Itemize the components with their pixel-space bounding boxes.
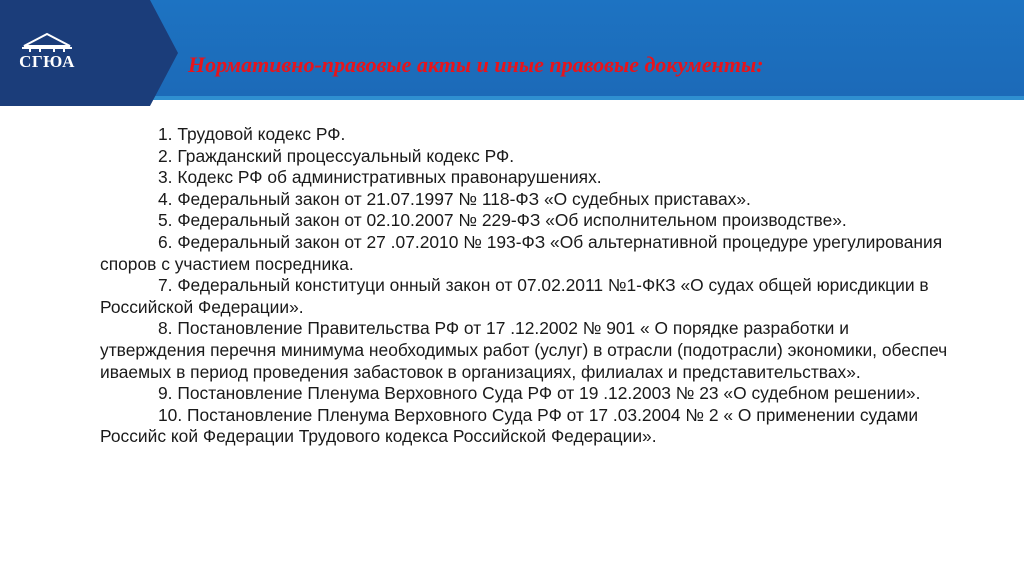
list-item: 10. Постановление Пленума Верховного Суда РФ от 17 .03.2004 № 2 « О применении судами Российс кой Федерации Трудового кодекса Российской Федерации». (100, 404, 919, 447)
list-item: 1. Трудовой кодекс РФ. (158, 124, 346, 144)
list-item: 9. Постановление Пленума Верховного Суда РФ от 19 .12.2003 № 23 «О судебном решении». (158, 383, 921, 404)
document-list (100, 124, 950, 448)
list-item: 5. Федеральный закон от 02.10.2007 № 229-ФЗ «Об исполнительном производстве». (158, 210, 847, 231)
header-banner (0, 0, 1024, 106)
logo-tab-arrow (150, 0, 178, 106)
list-item: 8. Постановление Правительства РФ от 17 .12.2002 № 901 « О порядке разработки и утверждения перечня минимума необходимых работ (услуг) в отрасли (подотрасли) экономики, обеспеч иваемых в период проведения забастовок в организациях, филиалах и представительствах». (100, 318, 948, 382)
page-title: Нормативно-правовые акты и иные правовые документы: (188, 52, 764, 77)
list-item: 6. Федеральный закон от 27 .07.2010 № 193-ФЗ «Об альтернативной процедуре урегулирования споров с участием посредника. (100, 231, 943, 274)
list-item: 7. Федеральный конституци онный закон от 07.02.2011 №1-ФКЗ «О судах общей юрисдикции в Российской Федерации». (100, 275, 929, 317)
logo-text: СГЮА (19, 52, 75, 71)
list-item: 3. Кодекс РФ об административных правонарушениях. (158, 167, 602, 188)
list-item: 2. Гражданский процессуальный кодекс РФ. (158, 145, 515, 166)
list-item: 4. Федеральный закон от 21.07.1997 № 118-ФЗ «О судебных приставах». (158, 188, 751, 209)
